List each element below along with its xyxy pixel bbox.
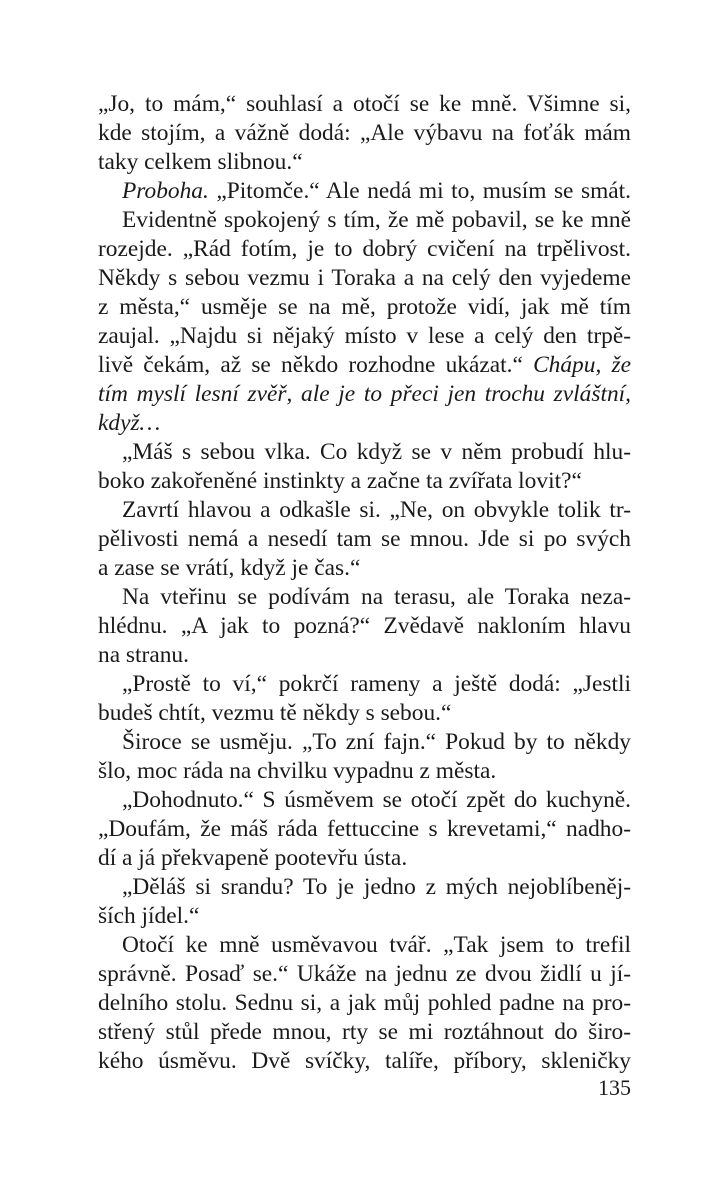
text-line: „Doufám, že máš ráda fettuccine s krevetami,“ nadho- [98, 816, 631, 842]
text-line: Zavrtí hlavou a odkašle si. „Ne, on obvykle tolik tr- [122, 497, 631, 523]
text-line: „Prostě to ví,“ pokrčí rameny a ještě dodá: „Jestli [122, 671, 631, 697]
text-line: z města,“ usměje se na mě, protože vidí, jak mě tím [98, 294, 631, 320]
text-line [98, 351, 631, 380]
text-line: dí a já překvapeně pootevřu ústa. [98, 845, 408, 871]
text-line: budeš chtít, vezmu tě někdy s sebou.“ [98, 700, 452, 726]
text-line: „Máš s sebou vlka. Co když se v něm probudí hlu- [122, 439, 631, 465]
text-line: střený stůl přede mnou, rty se mi roztáhnout do širo- [98, 1019, 631, 1045]
text-line: „Dohodnuto.“ S úsměvem se otočí zpět do kuchyně. [122, 787, 631, 813]
text-line: Otočí ke mně usměvavou tvář. „Tak jsem to trefil [122, 932, 631, 958]
text-line: kého úsměvu. Dvě svíčky, talíře, příbory, skleničky [98, 1048, 631, 1074]
italic-text: Proboha. [122, 178, 209, 204]
text-line: kde stojím, a vážně dodá: „Ale výbavu na foťák mám [98, 120, 631, 146]
text-line: boko zakořeněné instinkty a začne ta zvířata lovit?“ [98, 468, 582, 494]
text-line: Široce se usměju. „To zní fajn.“ Pokud by to někdy [122, 729, 631, 755]
text-line: delního stolu. Sednu si, a jak můj pohled padne na pro- [98, 990, 631, 1016]
text-line: zaujal. „Najdu si nějaký místo v lese a celý den trpě- [98, 323, 631, 349]
text-line: Evidentně spokojený s tím, že mě pobavil, se ke mně [122, 207, 631, 233]
text-line: rozejde. „Rád fotím, je to dobrý cvičení na trpělivost. [98, 236, 631, 262]
page-number: 135 [598, 1075, 631, 1100]
text-line: pělivosti nemá a nesedí tam se mnou. Jde si po svých [98, 526, 631, 552]
text-line: a zase se vrátí, když je čas.“ [98, 555, 361, 581]
text-line: na stranu. [98, 642, 189, 668]
text-segment: livě čekám, až se někdo rozhodne ukázat.“ [98, 352, 534, 378]
text-line [122, 177, 631, 206]
text-line: taky celkem slibnou.“ [98, 149, 303, 175]
text-line: když… [98, 410, 161, 436]
text-line: šlo, moc ráda na chvilku vypadnu z města. [98, 758, 497, 784]
text-line: ších jídel.“ [98, 903, 200, 929]
text-line: hlédnu. „A jak to pozná?“ Zvědavě nakloním hlavu [98, 613, 631, 639]
text-line: „Děláš si srandu? To je jedno z mých nejoblíbeněj- [122, 874, 631, 900]
text-line: Někdy s sebou vezmu i Toraka a na celý den vyjedeme [98, 265, 631, 291]
text-line: Na vteřinu se podívám na terasu, ale Toraka neza- [122, 584, 631, 610]
text-line: tím myslí lesní zvěř, ale je to přeci jen trochu zvláštní, [98, 381, 631, 407]
text-line: správně. Posaď se.“ Ukáže na jednu ze dvou židlí u jí- [98, 961, 631, 987]
text-segment: „Pitomče.“ Ale nedá mi to, musím se smát. [208, 178, 631, 204]
text-line: „Jo, to mám,“ souhlasí a otočí se ke mně. Všimne si, [98, 91, 631, 117]
italic-text: Chápu, že [533, 352, 631, 378]
